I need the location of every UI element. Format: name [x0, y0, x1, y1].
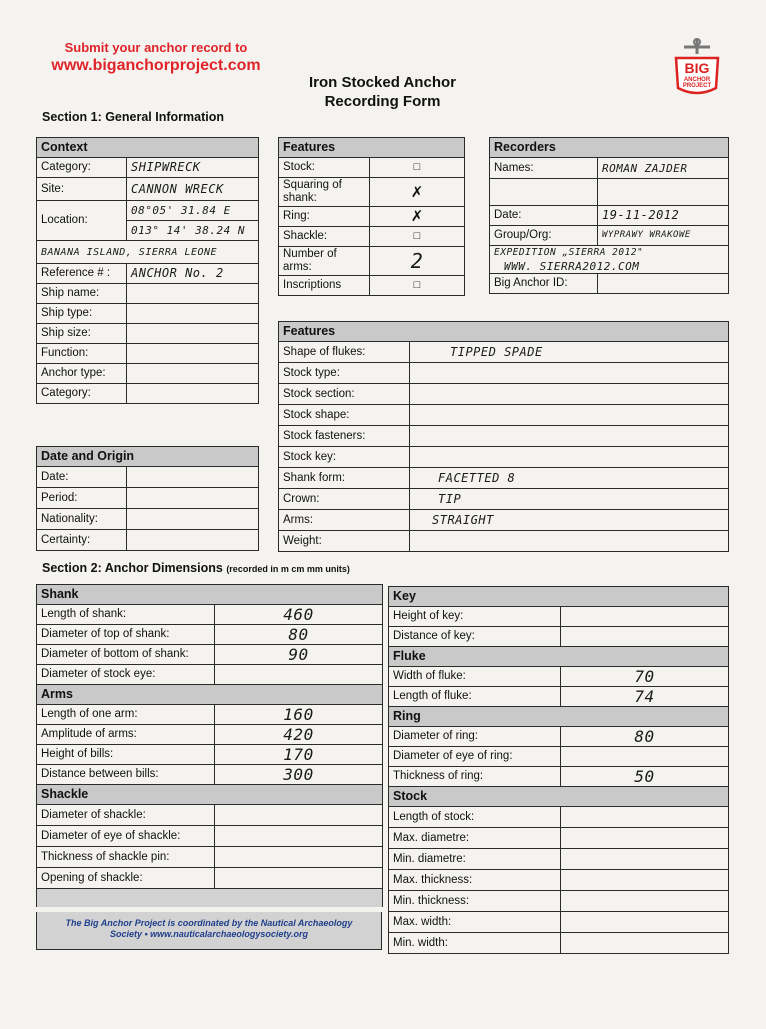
location-label: Location: — [37, 201, 127, 241]
bills-height-label: Height of bills: — [37, 745, 215, 765]
ring-diameter-field[interactable]: 80 — [561, 727, 729, 747]
logo-anchor-text: ANCHOR — [683, 77, 711, 83]
features-checklist-table — [278, 137, 465, 296]
weight-label: Weight: — [279, 531, 410, 552]
group-field[interactable]: WYPRAWY WRAKOWE — [598, 226, 729, 246]
stock-max-width-field[interactable] — [561, 912, 729, 933]
shackle-diameter-field[interactable] — [215, 805, 383, 826]
shackle-dimensions-header: Shackle — [37, 785, 383, 805]
ship-type-label: Ship type: — [37, 304, 127, 324]
ship-name-label: Ship name: — [37, 284, 127, 304]
section-2-title: Section 2: Anchor Dimensions — [42, 561, 223, 575]
shape-of-flukes-field[interactable]: TIPPED SPADE — [410, 342, 729, 363]
anchor-type-label: Anchor type: — [37, 364, 127, 384]
dimensions-right-table — [388, 586, 729, 954]
certainty-label: Certainty: — [37, 530, 127, 551]
squaring-label: Squaring of shank: — [279, 178, 370, 207]
ring-diameter-label: Diameter of ring: — [389, 727, 561, 747]
shackle-diameter-label: Diameter of shackle: — [37, 805, 215, 826]
category2-label: Category: — [37, 384, 127, 404]
length-of-shank-label: Length of shank: — [37, 605, 215, 625]
key-header: Key — [389, 587, 729, 607]
stock-key-field[interactable] — [410, 447, 729, 468]
category-field[interactable]: SHIPWRECK — [127, 158, 259, 178]
title-line-2: Recording Form — [324, 93, 441, 110]
shackle-eye-diameter-label: Diameter of eye of shackle: — [37, 826, 215, 847]
shank-form-label: Shank form: — [279, 468, 410, 489]
crown-field[interactable]: TIP — [410, 489, 729, 510]
key-distance-field[interactable] — [561, 627, 729, 647]
arms-dimensions-header: Arms — [37, 685, 383, 705]
footer-line-1: The Big Anchor Project is coordinated by the Nautical Archaeology — [65, 918, 353, 928]
date-origin-header: Date and Origin — [37, 447, 259, 467]
period-field[interactable] — [127, 488, 259, 509]
squaring-checkbox[interactable]: ✗ — [370, 178, 465, 207]
units-note: (recorded in m cm mm units) — [226, 564, 350, 574]
shape-of-flukes-label: Shape of flukes: — [279, 342, 410, 363]
arms-amplitude-field[interactable]: 420 — [215, 725, 383, 745]
stock-min-width-label: Min. width: — [389, 933, 561, 954]
shackle-opening-field[interactable] — [215, 868, 383, 889]
shackle-label: Shackle: — [279, 227, 370, 247]
key-height-label: Height of key: — [389, 607, 561, 627]
location-field-2[interactable]: 013° 14' 38.24 N — [127, 221, 259, 241]
bills-distance-label: Distance between bills: — [37, 765, 215, 785]
section-1-heading: Section 1: General Information — [42, 110, 224, 124]
inscriptions-label: Inscriptions — [279, 276, 370, 296]
fluke-width-field[interactable]: 70 — [561, 667, 729, 687]
category-label: Category: — [37, 158, 127, 178]
date-field[interactable]: 19-11-2012 — [598, 206, 729, 226]
section-2-heading — [42, 561, 350, 575]
stock-key-label: Stock key: — [279, 447, 410, 468]
category2-field[interactable] — [127, 384, 259, 404]
submit-text: Submit your anchor record to — [64, 40, 248, 55]
bills-distance-field[interactable]: 300 — [215, 765, 383, 785]
stock-label: Stock: — [279, 158, 370, 178]
stock-eye-diameter-label: Diameter of stock eye: — [37, 665, 215, 685]
stock-fasteners-field[interactable] — [410, 426, 729, 447]
ring-header: Ring — [389, 707, 729, 727]
recorders-table — [489, 137, 729, 294]
arm-length-field[interactable]: 160 — [215, 705, 383, 725]
top-shank-diameter-field[interactable]: 80 — [215, 625, 383, 645]
big-anchor-id-field[interactable] — [598, 274, 729, 294]
function-label: Function: — [37, 344, 127, 364]
shackle-opening-label: Opening of shackle: — [37, 868, 215, 889]
stock-max-width-label: Max. width: — [389, 912, 561, 933]
ship-size-field[interactable] — [127, 324, 259, 344]
certainty-field[interactable] — [127, 530, 259, 551]
features-header: Features — [279, 138, 465, 158]
stock-min-diametre-field[interactable] — [561, 849, 729, 870]
arms-label: Arms: — [279, 510, 410, 531]
footer-line-2[interactable]: Society • www.nauticalarchaeologysociety.org — [109, 929, 309, 939]
ship-type-field[interactable] — [127, 304, 259, 324]
fluke-length-field[interactable]: 74 — [561, 687, 729, 707]
names-field[interactable]: ROMAN ZAJDER — [598, 158, 729, 179]
arms-count-field[interactable]: 2 — [370, 247, 465, 276]
nationality-label: Nationality: — [37, 509, 127, 530]
ring-thickness-label: Thickness of ring: — [389, 767, 561, 787]
reference-field[interactable]: ANCHOR No. 2 — [127, 264, 259, 284]
site-field[interactable]: CANNON WRECK — [127, 178, 259, 201]
stock-min-thickness-label: Min. thickness: — [389, 891, 561, 912]
arms-field[interactable]: STRAIGHT — [410, 510, 729, 531]
stock-shape-label: Stock shape: — [279, 405, 410, 426]
footer-credit — [36, 912, 382, 950]
stock-max-thickness-label: Max. thickness: — [389, 870, 561, 891]
stock-dimensions-header: Stock — [389, 787, 729, 807]
ring-label: Ring: — [279, 207, 370, 227]
ring-thickness-field[interactable]: 50 — [561, 767, 729, 787]
origin-date-field[interactable] — [127, 467, 259, 488]
fluke-header: Fluke — [389, 647, 729, 667]
stock-section-field[interactable] — [410, 384, 729, 405]
shackle-pin-thickness-field[interactable] — [215, 847, 383, 868]
title-line-1: Iron Stocked Anchor — [309, 74, 456, 91]
location-note[interactable]: BANANA ISLAND, SIERRA LEONE — [37, 241, 259, 264]
shackle-eye-diameter-field[interactable] — [215, 826, 383, 847]
big-anchor-id-label: Big Anchor ID: — [490, 274, 598, 294]
period-label: Period: — [37, 488, 127, 509]
date-origin-table — [36, 446, 259, 551]
stock-shape-field[interactable] — [410, 405, 729, 426]
site-label: Site: — [37, 178, 127, 201]
names-extra-field[interactable] — [598, 179, 729, 206]
function-field[interactable] — [127, 344, 259, 364]
nationality-field[interactable] — [127, 509, 259, 530]
shackle-checkbox[interactable]: □ — [370, 227, 465, 247]
fluke-width-label: Width of fluke: — [389, 667, 561, 687]
stock-max-diametre-field[interactable] — [561, 828, 729, 849]
inscriptions-checkbox[interactable]: □ — [370, 276, 465, 296]
stock-fasteners-label: Stock fasteners: — [279, 426, 410, 447]
bottom-shank-diameter-field[interactable]: 90 — [215, 645, 383, 665]
dimensions-left-table — [36, 584, 383, 907]
context-header: Context — [37, 138, 259, 158]
arms-amplitude-label: Amplitude of arms: — [37, 725, 215, 745]
ring-eye-diameter-field[interactable] — [561, 747, 729, 767]
ring-checkbox[interactable]: ✗ — [370, 207, 465, 227]
stock-length-field[interactable] — [561, 807, 729, 828]
stock-type-field[interactable] — [410, 363, 729, 384]
shackle-pin-thickness-label: Thickness of shackle pin: — [37, 847, 215, 868]
ship-size-label: Ship size: — [37, 324, 127, 344]
ship-name-field[interactable] — [127, 284, 259, 304]
website-link[interactable]: www.biganchorproject.com — [51, 57, 261, 74]
recorders-header: Recorders — [490, 138, 729, 158]
stock-length-label: Length of stock: — [389, 807, 561, 828]
logo-project-text: PROJECT — [682, 83, 712, 89]
big-anchor-logo — [668, 38, 726, 98]
stock-min-diametre-label: Min. diametre: — [389, 849, 561, 870]
submit-notice — [38, 40, 274, 76]
names-label: Names: — [490, 158, 598, 179]
ring-eye-diameter-label: Diameter of eye of ring: — [389, 747, 561, 767]
stock-min-width-field[interactable] — [561, 933, 729, 954]
context-table — [36, 137, 259, 404]
footer-spacer — [37, 889, 383, 908]
names-extra-label — [490, 179, 598, 206]
arm-length-label: Length of one arm: — [37, 705, 215, 725]
location-field-1[interactable]: 08°05' 31.84 E — [127, 201, 259, 221]
form-title — [290, 73, 475, 111]
fluke-length-label: Length of fluke: — [389, 687, 561, 707]
weight-field[interactable] — [410, 531, 729, 552]
shank-header: Shank — [37, 585, 383, 605]
bottom-shank-diameter-label: Diameter of bottom of shank: — [37, 645, 215, 665]
date-label: Date: — [490, 206, 598, 226]
key-height-field[interactable] — [561, 607, 729, 627]
shank-form-field[interactable]: FACETTED 8 — [410, 468, 729, 489]
stock-checkbox[interactable]: □ — [370, 158, 465, 178]
website-note[interactable]: WWW. SIERRA2012.COM — [490, 259, 729, 274]
origin-date-label: Date: — [37, 467, 127, 488]
stock-min-thickness-field[interactable] — [561, 891, 729, 912]
stock-max-diametre-label: Max. diametre: — [389, 828, 561, 849]
stock-type-label: Stock type: — [279, 363, 410, 384]
stock-section-label: Stock section: — [279, 384, 410, 405]
features-detail-table — [278, 321, 729, 552]
arms-count-label: Number of arms: — [279, 247, 370, 276]
stock-max-thickness-field[interactable] — [561, 870, 729, 891]
length-of-shank-field[interactable]: 460 — [215, 605, 383, 625]
expedition-note[interactable]: EXPEDITION „SIERRA 2012" — [490, 246, 729, 260]
key-distance-label: Distance of key: — [389, 627, 561, 647]
features-detail-header: Features — [279, 322, 729, 342]
reference-label: Reference # : — [37, 264, 127, 284]
anchor-type-field[interactable] — [127, 364, 259, 384]
stock-eye-diameter-field[interactable] — [215, 665, 383, 685]
crown-label: Crown: — [279, 489, 410, 510]
top-shank-diameter-label: Diameter of top of shank: — [37, 625, 215, 645]
group-label: Group/Org: — [490, 226, 598, 246]
logo-big-text: BIG — [684, 60, 710, 76]
bills-height-field[interactable]: 170 — [215, 745, 383, 765]
